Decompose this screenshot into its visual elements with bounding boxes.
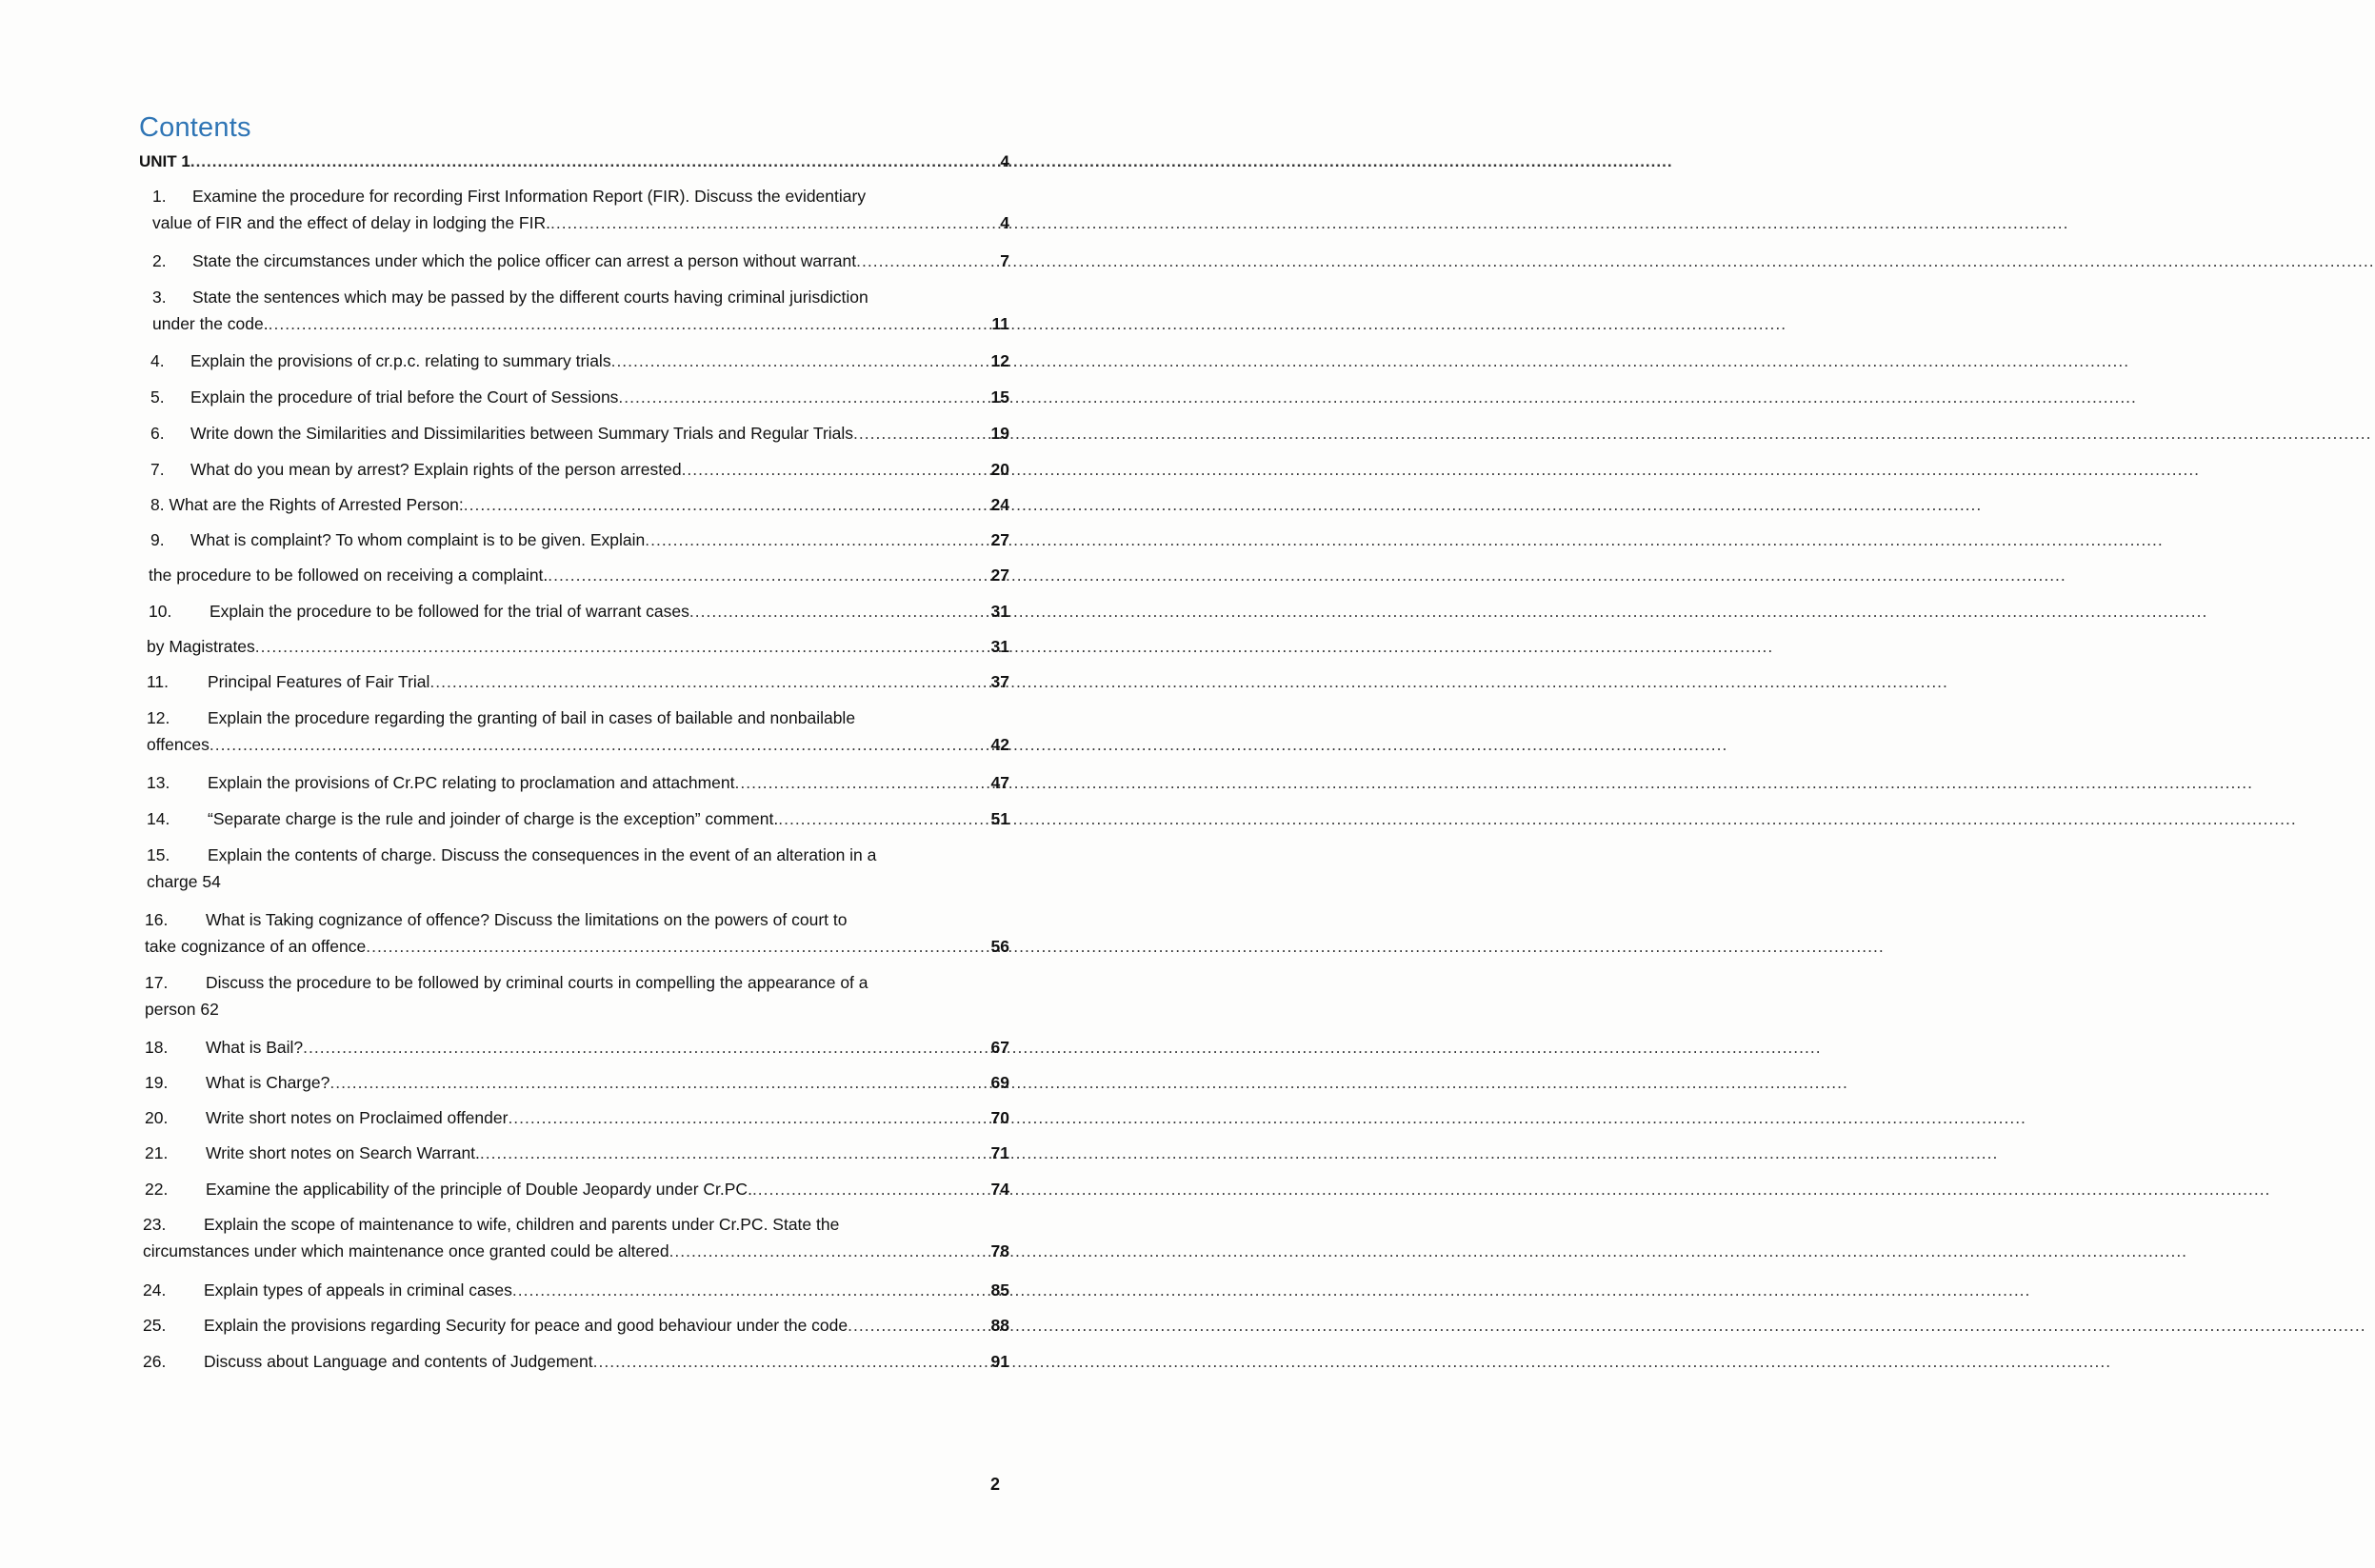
- toc-entry[interactable]: [147, 842, 1009, 895]
- toc-entry-number: 24.: [143, 1280, 167, 1300]
- dot-leader: [210, 731, 990, 758]
- toc-page-number: 4: [1000, 213, 1009, 232]
- toc-entry-line: [145, 969, 1009, 996]
- dot-leader: [429, 668, 989, 695]
- toc-entry[interactable]: [152, 183, 1009, 236]
- toc-entry-text: Write short notes on Search Warrant.: [206, 1143, 480, 1162]
- toc-page-number: 31: [990, 637, 1009, 656]
- toc-entry-text: circumstances under which maintenance once granted could be altered: [143, 1241, 669, 1260]
- page-number: 2: [990, 1475, 1001, 1494]
- toc-entry-text: Explain the procedure to be followed for the trial of warrant cases: [210, 602, 689, 621]
- toc-entry[interactable]: [145, 969, 1009, 1022]
- toc-page-number: 47: [990, 773, 1009, 792]
- toc-page-number: 71: [990, 1143, 1009, 1162]
- toc-entry-number: 19.: [145, 1073, 169, 1092]
- toc-entry-number: 2.: [152, 251, 167, 270]
- toc-entry[interactable]: [152, 248, 1009, 274]
- toc-entry-text: Write down the Similarities and Dissimilarities between Summary Trials and Regular Trials: [190, 424, 854, 443]
- toc-entry-line: [147, 705, 1009, 731]
- toc-page-number: 31: [990, 602, 1009, 621]
- toc-entry[interactable]: [150, 384, 1009, 410]
- toc-entry-number: 3.: [152, 288, 167, 307]
- toc-entry-number: 10.: [149, 602, 172, 621]
- dot-leader: [778, 805, 989, 832]
- dot-leader: [480, 1140, 990, 1166]
- dot-leader: [464, 491, 990, 518]
- toc-entry-number: 22.: [145, 1180, 169, 1199]
- toc-entry-text: What is complaint? To whom complaint is to be given. Explain: [190, 530, 646, 549]
- toc-entry-text: under the code.: [152, 314, 269, 333]
- toc-entry-number: 13.: [147, 773, 170, 792]
- toc-entry[interactable]: [145, 1069, 1009, 1096]
- toc-page-number: 42: [990, 735, 1009, 754]
- toc-entry[interactable]: [145, 1176, 1009, 1202]
- dot-leader: [329, 1069, 989, 1096]
- toc-page-number: 51: [990, 809, 1009, 828]
- dot-leader: [848, 1312, 989, 1339]
- toc-page-number: 67: [990, 1038, 1009, 1057]
- toc-entry-number: 25.: [143, 1316, 167, 1335]
- toc-entry-number: 18.: [145, 1038, 169, 1057]
- toc-entry-number: 1.: [152, 187, 167, 206]
- toc-entry[interactable]: [150, 456, 1009, 483]
- dot-leader: [303, 1034, 989, 1061]
- toc-page-number: 78: [990, 1241, 1009, 1260]
- toc-page-number: 24: [990, 495, 1009, 514]
- dot-leader: [645, 526, 989, 553]
- toc-entry-text: person 62: [145, 1000, 219, 1019]
- toc-entry[interactable]: [143, 1348, 1009, 1375]
- toc-page-number: 15: [990, 387, 1009, 407]
- toc-entry[interactable]: [150, 491, 1009, 518]
- toc-entry-number: 20.: [145, 1108, 169, 1127]
- toc-entry-text: What do you mean by arrest? Explain rights of the person arrested: [190, 460, 682, 479]
- dot-leader: [269, 310, 991, 337]
- toc-entry[interactable]: [147, 633, 1009, 660]
- toc-entry[interactable]: [149, 598, 1009, 625]
- toc-entry[interactable]: [143, 1211, 1009, 1264]
- toc-entry-number: 7.: [150, 460, 165, 479]
- toc-entry[interactable]: [145, 1140, 1009, 1166]
- toc-page-number: 69: [990, 1073, 1009, 1092]
- toc-page-number: 12: [990, 351, 1009, 370]
- dot-leader: [548, 562, 989, 588]
- toc-entry-text: Explain the provisions regarding Security for peace and good behaviour under the code: [204, 1316, 848, 1335]
- toc-page-number: 11: [991, 314, 1009, 333]
- toc-page-number: 27: [990, 530, 1009, 549]
- toc-entry[interactable]: [150, 347, 1009, 374]
- toc-entry[interactable]: [145, 906, 1009, 960]
- toc-entry[interactable]: [145, 1034, 1009, 1061]
- dot-leader: [366, 933, 989, 960]
- toc-entry[interactable]: [147, 668, 1009, 695]
- dot-leader: [856, 248, 999, 274]
- toc-entry-line: [143, 1211, 1009, 1238]
- toc-entry-text: Explain the provisions of cr.p.c. relating to summary trials: [190, 351, 611, 370]
- toc-entry-text: “Separate charge is the rule and joinder of charge is the exception” comment.: [208, 809, 779, 828]
- toc-entry-number: 17.: [145, 973, 169, 992]
- toc-entry-text: by Magistrates: [147, 637, 255, 656]
- toc-entry-line: [152, 183, 1009, 209]
- toc-entry-number: 21.: [145, 1143, 169, 1162]
- dot-leader: [689, 598, 990, 625]
- dot-leader: [593, 1348, 990, 1375]
- toc-entry-text: take cognizance of an offence: [145, 937, 367, 956]
- toc-entry-line: [152, 284, 1009, 310]
- toc-entry-number: 9.: [150, 530, 165, 549]
- toc-page-number: 88: [990, 1316, 1009, 1335]
- toc-entry-text: Discuss about Language and contents of Judgement: [204, 1352, 593, 1371]
- toc-page-number: 91: [990, 1352, 1009, 1371]
- toc-page-number: 27: [990, 566, 1009, 585]
- toc-entry-text: Examine the applicability of the principle of Double Jeopardy under Cr.PC.: [206, 1180, 752, 1199]
- toc-entry-number: 11.: [147, 672, 170, 691]
- page-title: Contents: [139, 112, 251, 143]
- dot-leader: [550, 209, 999, 236]
- toc-entry-text: Explain the contents of charge. Discuss the consequences in the event of an alteration in a: [208, 845, 877, 864]
- dot-leader: [669, 1238, 990, 1264]
- toc-entry[interactable]: [149, 562, 1009, 588]
- dot-leader: [611, 347, 990, 374]
- toc-entry-text: What is Bail?: [206, 1038, 304, 1057]
- toc-entry-number: 6.: [150, 424, 165, 443]
- toc-entry-text: Write short notes on Proclaimed offender: [206, 1108, 509, 1127]
- toc-entry-text: offences: [147, 735, 210, 754]
- toc-entry-number: 16.: [145, 910, 169, 929]
- toc-page-number: 7: [1000, 251, 1009, 270]
- dot-leader: [255, 633, 990, 660]
- toc-entry-text: value of FIR and the effect of delay in lodging the FIR.: [152, 213, 550, 232]
- toc-entry-text: What is Charge?: [206, 1073, 330, 1092]
- toc-entry-number: 26.: [143, 1352, 167, 1371]
- toc-entry-number: 12.: [147, 708, 170, 727]
- toc-page-number: 74: [990, 1180, 1009, 1199]
- dot-leader: [190, 152, 1000, 171]
- toc-page-number: 20: [990, 460, 1009, 479]
- dot-leader: [508, 1104, 989, 1131]
- toc-entry[interactable]: [147, 805, 1009, 832]
- toc-page-number: 70: [990, 1108, 1009, 1127]
- toc-page-number: 85: [990, 1280, 1009, 1300]
- toc-entry-text: Explain types of appeals in criminal cases: [204, 1280, 512, 1300]
- toc-entry[interactable]: [143, 1277, 1009, 1303]
- toc-page-number: 56: [990, 937, 1009, 956]
- toc-entry-text: Explain the scope of maintenance to wife, children and parents under Cr.PC. State the: [204, 1215, 840, 1234]
- dot-leader: [682, 456, 990, 483]
- toc-entry-number: 14.: [147, 809, 170, 828]
- toc-entry[interactable]: [152, 284, 1009, 337]
- toc-entry[interactable]: [150, 420, 1009, 447]
- toc-entry-line: [147, 842, 1009, 868]
- toc-entry[interactable]: [147, 769, 1009, 796]
- toc-entry-text: Explain the provisions of Cr.PC relating to proclamation and attachment: [208, 773, 735, 792]
- toc-entry-text: 8. What are the Rights of Arrested Person:: [150, 495, 464, 514]
- toc-entry[interactable]: [143, 1312, 1009, 1339]
- dot-leader: [752, 1176, 990, 1202]
- dot-leader: [853, 420, 989, 447]
- toc-entry-text: Explain the procedure regarding the granting of bail in cases of bailable and nonbailable: [208, 708, 856, 727]
- toc-entry-text: Explain the procedure of trial before the Court of Sessions: [190, 387, 619, 407]
- toc-entry-text: Principal Features of Fair Trial: [208, 672, 430, 691]
- toc-page-number: 19: [990, 424, 1009, 443]
- toc-entry[interactable]: [150, 526, 1009, 553]
- toc-page-number: 37: [990, 672, 1009, 691]
- toc-entry-number: 23.: [143, 1215, 167, 1234]
- dot-leader: [735, 769, 990, 796]
- toc-page-number: 4: [1000, 152, 1009, 170]
- table-of-contents: [139, 152, 1009, 1371]
- toc-entry-text: State the circumstances under which the police officer can arrest a person without warrant: [192, 251, 857, 270]
- toc-entry-text: charge 54: [147, 872, 221, 891]
- dot-leader: [618, 384, 989, 410]
- toc-unit-label: UNIT 1: [139, 152, 190, 170]
- toc-entry[interactable]: [145, 1104, 1009, 1131]
- toc-entry-text: Discuss the procedure to be followed by criminal courts in compelling the appearance of a: [206, 973, 868, 992]
- toc-unit-row[interactable]: [139, 152, 1009, 179]
- dot-leader: [512, 1277, 990, 1303]
- toc-entry[interactable]: [147, 705, 1009, 758]
- toc-entry-text: Examine the procedure for recording First Information Report (FIR). Discuss the evidentiary: [192, 187, 867, 206]
- toc-entry-number: 5.: [150, 387, 165, 407]
- toc-entry-text: the procedure to be followed on receiving a complaint.: [149, 566, 549, 585]
- toc-entry-text: State the sentences which may be passed by the different courts having criminal jurisdiction: [192, 288, 868, 307]
- toc-entry-line: [145, 906, 1009, 933]
- toc-entry-number: 15.: [147, 845, 170, 864]
- toc-entry-number: 4.: [150, 351, 165, 370]
- toc-entry-text: What is Taking cognizance of offence? Discuss the limitations on the powers of court to: [206, 910, 848, 929]
